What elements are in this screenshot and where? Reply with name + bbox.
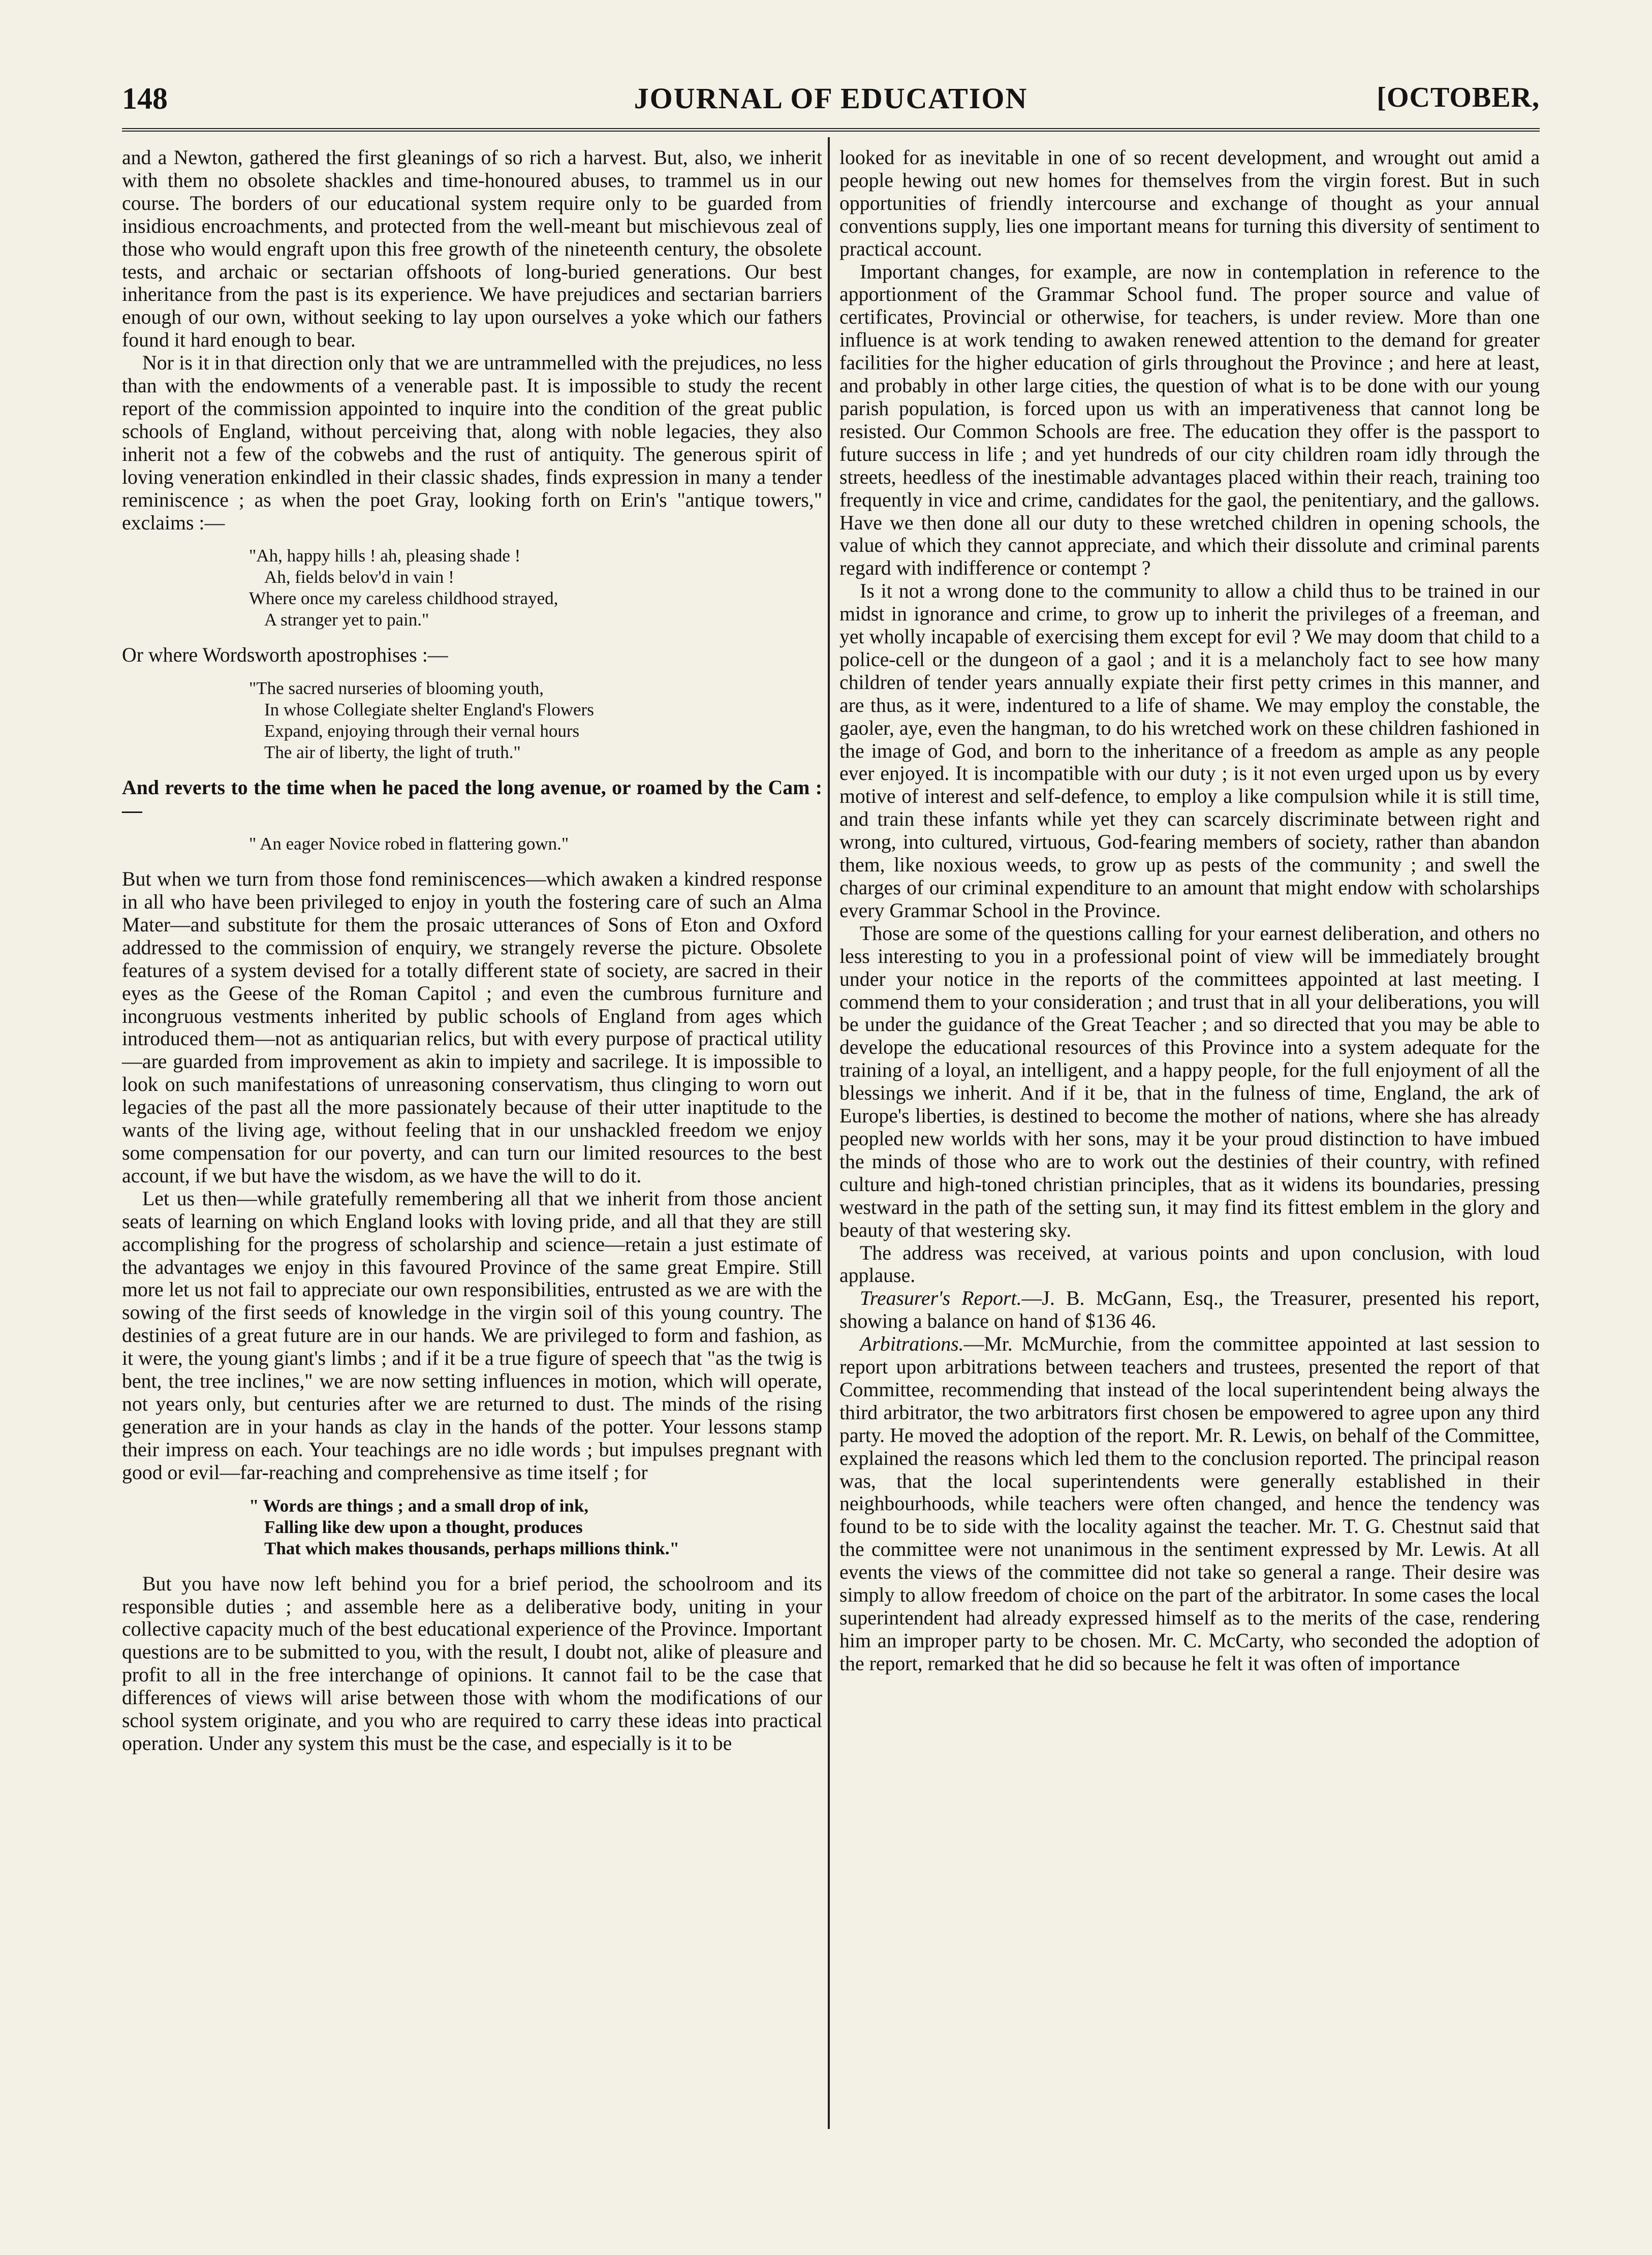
verse-line: "The sacred nurseries of blooming youth, — [249, 678, 544, 699]
issue-month: [OCTOBER, — [1377, 82, 1540, 113]
column-divider — [828, 137, 830, 2129]
left-column — [122, 146, 822, 1755]
paragraph-treasurer — [839, 1287, 1540, 1333]
paragraph: looked for as inevitable in one of so recent development, and wrought out amid a people hewing out new homes for themselves from the virgin forest. But in such opportunities of friendly intercourse and exchange of thought as your annual conventions supply, lies one important means for turning this diversity of sentiment to practical account. — [839, 146, 1540, 260]
verse-line: " Words are things ; and a small drop of ink, — [249, 1495, 589, 1516]
paragraph: Or where Wordsworth apostrophises :— — [122, 644, 448, 667]
verse-line: Expand, enjoying through their vernal hours — [264, 721, 580, 741]
header-rule — [122, 128, 1540, 132]
verse-line: Falling like dew upon a thought, produces — [264, 1517, 583, 1537]
page-header — [122, 76, 1540, 124]
paragraph: Let us then—while gratefully remembering all that we inherit from those ancient seats of learning on which England looks with loving pride, and all that they are still accomplishing for the progress of scholarship and science—retain a just estimate of the advantages we enjoy in this favoured Province of the same great Empire. Still more let us not fail to appreciate our own responsibilities, entrusted as we are with the sowing of the first seeds of knowledge in the virgin soil of this young country. The destinies of a great future are in our hands. We are privileged to form and fashion, as it were, the young giant's limbs ; and if it be a true figure of speech that "as the twig is bent, the tree inclines," we are now setting influences in motion, which will operate, not years only, but centuries after we are returned to dust. The minds of the rising generation are in your hands as clay in the hands of the potter. Your lessons stamp their impress on each. Your teachings are no idle words ; but impulses pregnant with good or evil—far-reaching and comprehensive as time itself ; for — [122, 1187, 822, 1484]
verse-line: A stranger yet to pain." — [264, 610, 429, 630]
section-label: Arbitrations. — [860, 1333, 964, 1356]
verse-line: That which makes thousands, perhaps millions think." — [264, 1538, 679, 1558]
paragraph: Is it not a wrong done to the community to allow a child thus to be trained in our midst in ignorance and crime, to grow up to inherit the privileges of a freeman, and yet wholly incapable of exercising them except for evil ? We may doom that child to a police-cell or the dungeon of a gaol ; and it is a melancholy fact to see how many children of tender years annually expiate their first petty crimes in this manner, and are thus, as it were, indentured to a life of shame. We may employ the constable, the gaoler, aye, even the hangman, to do his wretched work on these children fashioned in the image of God, and born to the inheritance of a freedom as ample as any people ever enjoyed. It is incompatible with our duty ; is it not even urged upon us by every motive of interest and self-defence, to employ a like compulsion while it is still time, and train these infants while yet they can scarcely discriminate between right and wrong, into cultured, virtuous, God-fearing members of society, rather than abandon them, like noxious weeds, to grow up as pests of the community ; and swell the charges of our criminal expenditure to an amount that might endow with scholarships every Grammar School in the Province. — [839, 580, 1540, 922]
verse-line: " An eager Novice robed in flattering gown." — [249, 834, 569, 854]
right-column — [839, 146, 1540, 1675]
paragraph: And reverts to the time when he paced the long avenue, or roamed by the Cam :— — [122, 776, 822, 822]
verse-wordsworth — [122, 678, 822, 763]
verse-gray — [122, 545, 822, 631]
verse-line: Ah, fields belov'd in vain ! — [264, 567, 454, 587]
journal-title: JOURNAL OF EDUCATION — [634, 82, 1028, 115]
paragraph-arbitrations — [839, 1333, 1540, 1675]
verse-line: Where once my careless childhood strayed, — [249, 588, 558, 609]
verse-line: The air of liberty, the light of truth." — [264, 742, 521, 763]
paragraph: Nor is it in that direction only that we are untrammelled with the prejudices, no less than with the endowments of a venerable past. It is impossible to study the recent report of the commission appointed to inquire into the condition of the great public schools of England, without perceiving that, along with noble legacies, they also inherit not a few of the cobwebs and the rust of antiquity. The generous spirit of loving veneration enkindled in their classic shades, finds expression in many a tender reminiscence ; as when the poet Gray, looking forth on Erin's "antique towers," exclaims :— — [122, 352, 822, 534]
verse-byron — [122, 1495, 822, 1559]
paragraph: Those are some of the questions calling for your earnest deliberation, and others no less interesting to you in a professional point of view will be immediately brought under your notice in the reports of the committees appointed at last meeting. I commend them to your consideration ; and trust that in all your deliberations, you will be under the guidance of the Great Teacher ; and so directed that you may be able to develope the educational resources of this Province into a system adequate for the training of a loyal, an intelligent, and a happy people, for the full enjoyment of all the blessings we inherit. And if it be, that in the fulness of time, England, the ark of Europe's liberties, is destined to become the mother of nations, where she has already peopled new worlds with her sons, may it be your proud distinction to have imbued the minds of those who are to work out the destinies of their country, with refined culture and high-toned christian principles, that as it widens its boundaries, pressing westward in the path of the setting sun, it may find its fittest emblem in the glory and beauty of that westering sky. — [839, 922, 1540, 1241]
paragraph: Important changes, for example, are now in contemplation in reference to the apportionment of the Grammar School fund. The proper source and value of certificates, Provincial or otherwise, for teachers, is under review. More than one influence is at work tending to awaken renewed attention to the demand for greater facilities for the higher education of girls throughout the Province ; and here at least, and probably in other large cities, the question of what is to be done with our young parish population, is forced upon us with an imperativeness that cannot long be resisted. Our Common Schools are free. The education they offer is the passport to future success in life ; and yet hundreds of our city children roam idly through the streets, heedless of the inestimable advantages placed within their reach, training too frequently in vice and crime, candidates for the gaol, the penitentiary, and the gallows. Have we then done all our duty to these wretched children in opening schools, the value of which they cannot appreciate, and which their dissolute and criminal parents regard with indifference or contempt ? — [839, 260, 1540, 580]
verse-line: "Ah, happy hills ! ah, pleasing shade ! — [249, 546, 521, 566]
paragraph: But when we turn from those fond reminiscences—which awaken a kindred response in all who have been privileged to enjoy in youth the fostering care of such an Alma Mater—and substitute for them the prosaic utterances of Sons of Eton and Oxford addressed to the commission of enquiry, we strangely reverse the picture. Obsolete features of a system devised for a totally different state of society, are sacred in their eyes as the Geese of the Roman Capitol ; and even the cumbrous furniture and incongruous vestments inherited by public schools of England from ages which introduced them—not as antiquarian relics, but with every purpose of practical utility—are guarded from improvement as akin to impiety and sacrilege. It is impossible to look on such manifestations of unreasoning conservatism, thus clinging to worn out legacies of the past all the more passionately because of their utter inaptitude to the wants of the living age, without feeling that in our unshackled freedom we enjoy some compensation for our poverty, and can turn our limited resources to the best account, if we but have the wisdom, as we have the will to do it. — [122, 868, 822, 1187]
paragraph: But you have now left behind you for a brief period, the schoolroom and its responsible duties ; and assemble here as a deliberative body, uniting in your collective capacity much of the best educational experience of the Province. Important questions are to be submitted to you, with the result, I doubt not, alike of pleasure and profit to all in the free interchange of opinions. It cannot fail to be the case that differences of views will arise between those with whom the modifications of our school system originate, and you who are required to carry these ideas into practical operation. Under any system this must be the case, and especially is it to be — [122, 1572, 822, 1755]
section-label: Treasurer's Report. — [860, 1287, 1022, 1310]
verse-novice — [122, 833, 822, 855]
verse-line: In whose Collegiate shelter England's Flowers — [264, 700, 594, 720]
paragraph: The address was received, at various points and upon conclusion, with loud applause. — [839, 1241, 1540, 1287]
paragraph: and a Newton, gathered the first gleanings of so rich a harvest. But, also, we inherit with them no obsolete shackles and time-honoured abuses, to trammel us in our course. The borders of our educational system require only to be guarded from insidious encroachments, and protected from the well-meant but mischievous zeal of those who would engraft upon this free growth of the nineteenth century, the obsolete tests, and archaic or sectarian offshoots of long-buried generations. Our best inheritance from the past is its experience. We have prejudices and sectarian barriers enough of our own, without seeking to lay upon ourselves a yoke which our fathers found it hard enough to bear. — [122, 146, 822, 352]
section-text: —Mr. McMurchie, from the committee appointed at last session to report upon arbitrations between teachers and trustees, presented the report of that Committee, recommending that instead of the local superintendent being always the third arbitrator, the two arbitrators first chosen be empowered to agree upon any third party. He moved the adoption of the report. Mr. R. Lewis, on behalf of the Committee, explained the reasons which led them to the conclusion reported. The principal reason was, that the local superintendents were generally established in their neighbourhoods, while teachers were often changed, and hence the tendency was found to be to side with the locality against the teacher. Mr. T. G. Chestnut said that the committee were not unanimous in the sentiment expressed by Mr. Lewis. At all events the views of the committee did not take so general a range. Their desire was simply to allow freedom of choice on the part of the arbitrator. In some cases the local superintendent had already expressed himself as to the merits of the case, rendering him an improper party to be chosen. Mr. C. McCarty, who seconded the adoption of the report, remarked that he did so because he felt it was often of importance — [839, 1333, 1540, 1675]
section-text: —J. B. McGann, Esq., the Treasurer, presented his report, showing a balance on hand of $136 46. — [839, 1287, 1540, 1333]
page-number: 148 — [122, 82, 168, 115]
